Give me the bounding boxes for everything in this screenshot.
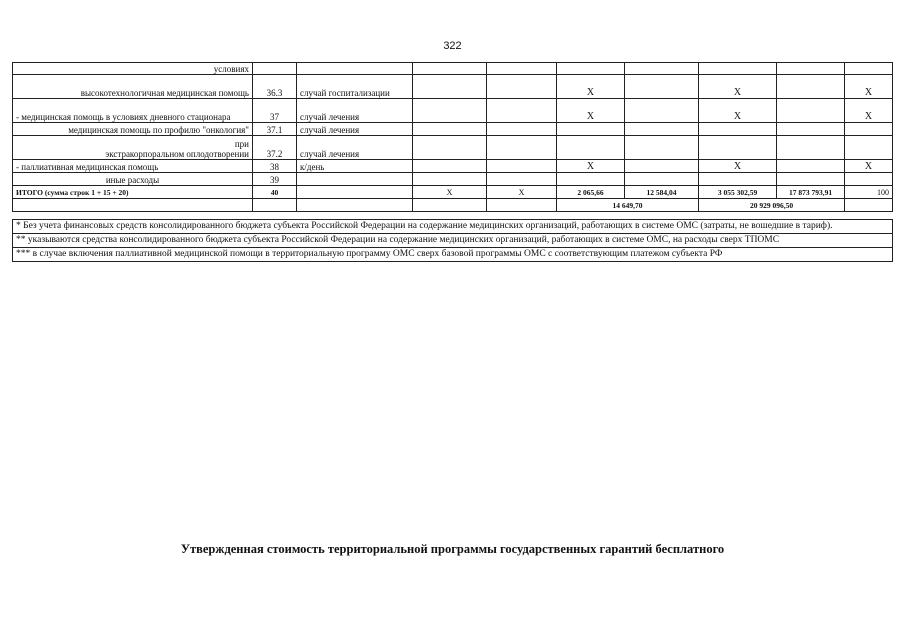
total-x1: Х (413, 186, 487, 199)
row-name: - медицинская помощь в условиях дневного стационара (13, 99, 253, 123)
cell-x: Х (557, 160, 625, 173)
row-name: иные расходы (13, 173, 253, 186)
total-value-1: 2 065,66 (557, 186, 625, 199)
row-code: 39 (253, 173, 297, 186)
row-name: высокотехнологичная медицинская помощь (13, 75, 253, 99)
note-3: *** в случае включения паллиативной медицинской помощи в территориальную программу ОМС сверх базовой программы ОМС с соответствующим платежом субъекта РФ (13, 248, 893, 262)
table-row (13, 75, 893, 99)
row-name-line1: при (234, 139, 249, 149)
cell-x: Х (557, 75, 625, 99)
row-name: медицинская помощь по профилю "онкология" (13, 123, 253, 136)
table-row (13, 160, 893, 173)
table-row (13, 99, 893, 123)
row-code: 36.3 (253, 75, 297, 99)
total-value-5: 100 (845, 186, 893, 199)
sum-value-1: 14 649,70 (557, 199, 699, 212)
cell-x: Х (699, 99, 777, 123)
total-code: 40 (253, 186, 297, 199)
cell-x: Х (845, 99, 893, 123)
table-row (13, 123, 893, 136)
cell-x: Х (845, 160, 893, 173)
row-unit: случай госпитализации (297, 75, 413, 99)
table-row (13, 173, 893, 186)
sum-value-2: 20 929 096,50 (699, 199, 845, 212)
row-name: - паллиативная медицинская помощь (13, 160, 253, 173)
row-unit: случай лечения (297, 136, 413, 160)
total-value-3: 3 055 302,59 (699, 186, 777, 199)
cell-x: Х (557, 99, 625, 123)
table-row (13, 63, 893, 75)
note-1: * Без учета финансовых средств консолидированного бюджета субъекта Российской Федерации на содержание медицинских организаций, работающих в системе ОМС (затраты, не вошедшие в тариф). (13, 220, 893, 234)
total-value-4: 17 873 793,91 (777, 186, 845, 199)
row-unit: случай лечения (297, 99, 413, 123)
cost-table (12, 62, 893, 212)
cell-x: Х (845, 75, 893, 99)
section-title: Утвержденная стоимость территориальной программы государственных гарантий бесплатного (180, 542, 725, 556)
total-label: ИТОГО (сумма строк 1 + 15 + 20) (13, 186, 253, 199)
row-code: 38 (253, 160, 297, 173)
row-name: условиях (13, 63, 253, 75)
total-row (13, 186, 893, 199)
row-unit: случай лечения (297, 123, 413, 136)
cell-x: Х (699, 75, 777, 99)
row-code: 37.1 (253, 123, 297, 136)
row-code: 37 (253, 99, 297, 123)
row-name (13, 136, 253, 160)
row-unit: к/день (297, 160, 413, 173)
note-2: ** указываются средства консолидированного бюджета субъекта Российской Федерации на содержание медицинских организаций, работающих в системе ОМС, на расходы сверх ТПОМС (13, 234, 893, 248)
row-code: 37.2 (253, 136, 297, 160)
notes-table (12, 219, 893, 262)
sum-row (13, 199, 893, 212)
page-number: 322 (443, 40, 462, 52)
row-name-line2: экстракорпоральном оплодотворении (105, 149, 249, 159)
cell-x: Х (699, 160, 777, 173)
table-row (13, 136, 893, 160)
total-value-2: 12 584,04 (625, 186, 699, 199)
total-x2: Х (487, 186, 557, 199)
